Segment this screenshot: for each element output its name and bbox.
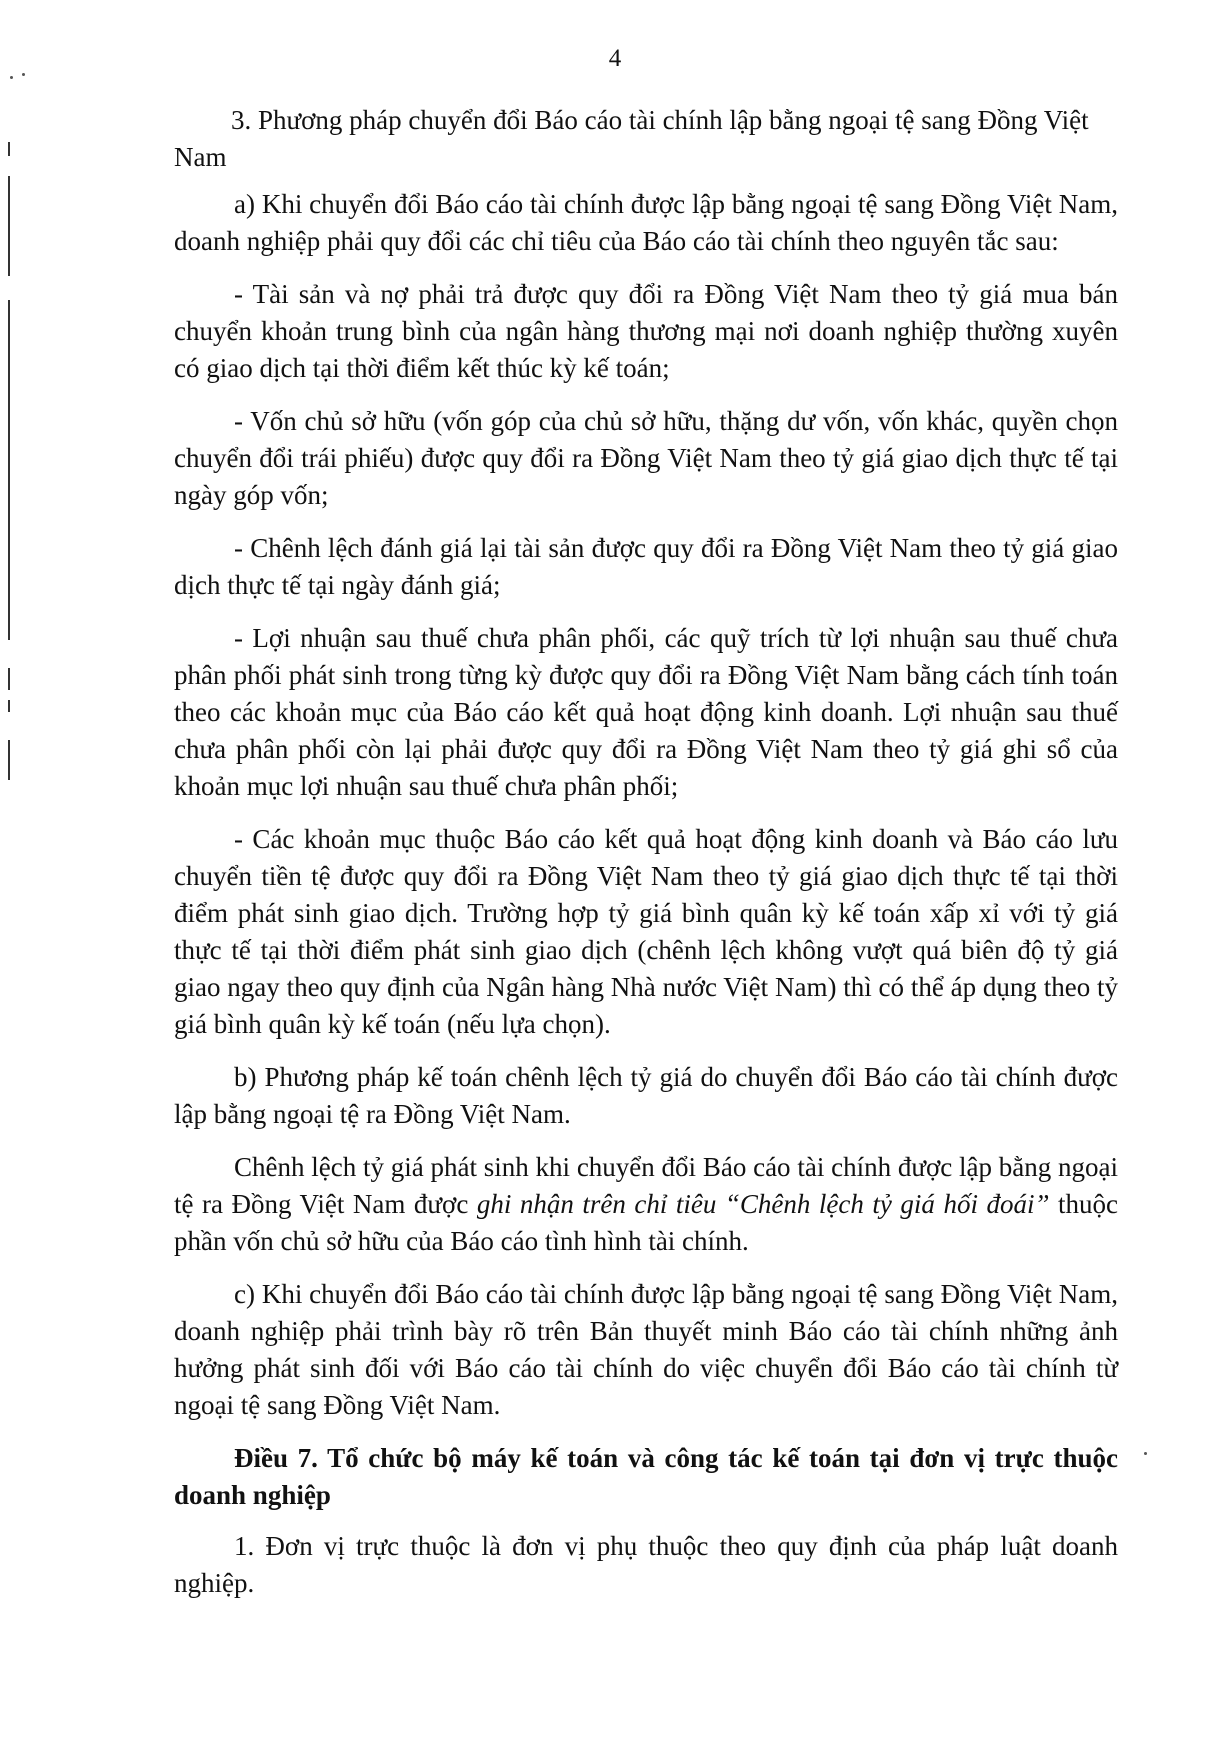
scan-margin-mark bbox=[8, 142, 10, 156]
paragraph-c: c) Khi chuyển đổi Báo cáo tài chính được lập bằng ngoại tệ sang Đồng Việt Nam, doanh nghiệp phải trình bày rõ trên Bản thuyết minh Báo cáo tài chính những ảnh hưởng phát sinh đối với Báo cáo tài chính do việc chuyển đổi Báo cáo tài chính từ ngoại tệ sang Đồng Việt Nam. bbox=[174, 1279, 1118, 1420]
section-3-heading: 3. Phương pháp chuyển đổi Báo cáo tài chính lập bằng ngoại tệ sang Đồng Việt Nam bbox=[174, 105, 1089, 172]
article-7-clause-1: 1. Đơn vị trực thuộc là đơn vị phụ thuộc theo quy định của pháp luật doanh nghiệp. bbox=[174, 1531, 1118, 1598]
bullet-retained-earnings: - Lợi nhuận sau thuế chưa phân phối, các quỹ trích từ lợi nhuận sau thuế chưa phân phối phát sinh trong từng kỳ được quy đổi ra Đồng Việt Nam bằng cách tính toán theo các khoản mục của Báo cáo kết quả hoạt động kinh doanh. Lợi nhuận sau thuế chưa phân phối còn lại phải được quy đổi ra Đồng Việt Nam theo tỷ giá ghi sổ của khoản mục lợi nhuận sau thuế chưa phân phối; bbox=[174, 623, 1118, 801]
article-7-heading: Điều 7. Tổ chức bộ máy kế toán và công tác kế toán tại đơn vị trực thuộc doanh nghiệp bbox=[174, 1443, 1118, 1510]
paragraph-b: b) Phương pháp kế toán chênh lệch tỷ giá do chuyển đổi Báo cáo tài chính được lập bằng ngoại tệ ra Đồng Việt Nam. bbox=[174, 1062, 1118, 1129]
exchange-difference-text: Chênh lệch tỷ giá phát sinh khi chuyển đổi Báo cáo tài chính được lập bằng ngoại tệ ra Đồng Việt Nam được bbox=[174, 1152, 1118, 1219]
bullet-owner-equity: - Vốn chủ sở hữu (vốn góp của chủ sở hữu, thặng dư vốn, vốn khác, quyền chọn chuyển đổi trái phiếu) được quy đổi ra Đồng Việt Nam theo tỷ giá giao dịch thực tế tại ngày góp vốn; bbox=[174, 406, 1118, 510]
scan-margin-mark bbox=[8, 668, 10, 690]
paragraph-a: a) Khi chuyển đổi Báo cáo tài chính được lập bằng ngoại tệ sang Đồng Việt Nam, doanh nghiệp phải quy đổi các chỉ tiêu của Báo cáo tài chính theo nguyên tắc sau: bbox=[174, 189, 1118, 256]
exchange-difference-italic: ghi nhận trên chỉ tiêu “Chênh lệch tỷ giá hối đoái” bbox=[476, 1189, 1050, 1219]
bullet-income-statement-items: - Các khoản mục thuộc Báo cáo kết quả hoạt động kinh doanh và Báo cáo lưu chuyển tiền tệ được quy đổi ra Đồng Việt Nam theo tỷ giá giao dịch thực tế tại thời điểm phát sinh giao dịch. Trường hợp tỷ giá bình quân kỳ kế toán xấp xỉ với tỷ giá thực tế tại thời điểm phát sinh giao dịch (chênh lệch không vượt quá biên độ tỷ giá giao ngay theo quy định của Ngân hàng Nhà nước Việt Nam) thì có thể áp dụng theo tỷ giá bình quân kỳ kế toán (nếu lựa chọn). bbox=[174, 824, 1118, 1039]
bullet-revaluation: - Chênh lệch đánh giá lại tài sản được quy đổi ra Đồng Việt Nam theo tỷ giá giao dịch thực tế tại ngày đánh giá; bbox=[174, 533, 1118, 600]
document-body bbox=[174, 102, 1118, 1618]
scan-dot bbox=[10, 76, 13, 79]
scan-margin-mark bbox=[8, 700, 10, 712]
page-number: 4 bbox=[608, 45, 622, 72]
scan-dot bbox=[1144, 1452, 1147, 1455]
exchange-difference-text-end: thuộc phần vốn chủ sở hữu của Báo cáo tình hình tài chính. bbox=[174, 1189, 1119, 1256]
scan-margin-mark bbox=[8, 300, 10, 640]
paragraph-exchange-difference bbox=[174, 1149, 1118, 1260]
scan-margin-mark bbox=[8, 740, 10, 780]
bullet-assets-liabilities: - Tài sản và nợ phải trả được quy đổi ra Đồng Việt Nam theo tỷ giá mua bán chuyển khoản trung bình của ngân hàng thương mại nơi doanh nghiệp thường xuyên có giao dịch tại thời điểm kết thúc kỳ kế toán; bbox=[174, 279, 1118, 383]
scan-margin-mark bbox=[8, 176, 10, 276]
